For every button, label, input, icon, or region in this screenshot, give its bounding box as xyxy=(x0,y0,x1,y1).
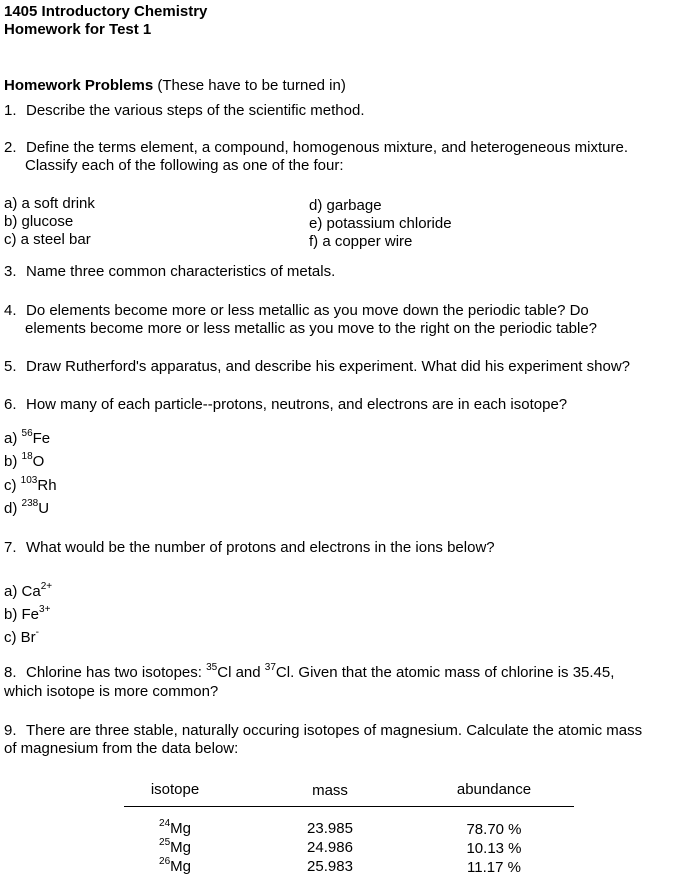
question-number: 8. xyxy=(4,664,17,681)
q2-item-b: b) glucose xyxy=(4,213,74,230)
q2-item-a: a) a soft drink xyxy=(4,195,95,212)
q7-item-b: b) $Fe^{3+}$ xyxy=(4,604,51,623)
table-header-mass: mass xyxy=(312,782,348,799)
question-6 xyxy=(4,396,567,414)
question-text: Do elements become more or less metallic as you move down the periodic table? Do xyxy=(26,302,589,319)
question-text: What would be the number of protons and electrons in the ions below? xyxy=(26,539,495,556)
q6-item-a: a) $^{56}$Fe xyxy=(4,428,51,447)
question-3 xyxy=(4,263,335,281)
q2-item-d: d) garbage xyxy=(309,197,382,214)
question-1 xyxy=(4,102,365,120)
section-heading xyxy=(4,77,346,95)
question-8-line-2: which isotope is more common? xyxy=(4,683,219,700)
q2-item-c: c) a steel bar xyxy=(4,231,91,248)
table-header-isotope: isotope xyxy=(150,781,200,798)
question-text: Draw Rutherford's apparatus, and describe his experiment. What did his experiment show? xyxy=(26,358,630,375)
question-2-line-2: Classify each of the following as one of the four: xyxy=(25,157,344,174)
question-number: 2. xyxy=(4,139,17,156)
question-number: 7. xyxy=(4,539,17,556)
q6-item-d: d) $^{238}$U xyxy=(4,498,50,517)
question-text: How many of each particle--protons, neutrons, and electrons are in each isotope? xyxy=(26,396,568,413)
question-text: Name three common characteristics of metals. xyxy=(26,263,336,280)
table-header-abundance: abundance xyxy=(456,781,532,798)
section-title: Homework Problems xyxy=(4,77,154,94)
table-header-rule xyxy=(124,806,574,807)
question-number: 5. xyxy=(4,358,17,375)
question-9 xyxy=(4,722,642,740)
course-title: 1405 Introductory Chemistry xyxy=(4,3,208,20)
question-9-line-2: of magnesium from the data below: xyxy=(4,740,239,757)
question-number: 4. xyxy=(4,302,17,319)
page-subtitle: Homework for Test 1 xyxy=(4,21,152,38)
question-5 xyxy=(4,358,630,376)
question-4 xyxy=(4,302,589,320)
question-2 xyxy=(4,139,628,157)
q6-item-c: c) $^{103}$Rh xyxy=(4,475,57,494)
q2-item-f: f) a copper wire xyxy=(309,233,413,250)
question-number: 1. xyxy=(4,102,17,119)
question-number: 9. xyxy=(4,722,17,739)
question-text: Define the terms element, a compound, homogenous mixture, and heterogeneous mixture. xyxy=(26,139,629,156)
question-text: There are three stable, naturally occuring isotopes of magnesium. Calculate the atomic mass xyxy=(26,722,643,739)
q2-item-e: e) potassium chloride xyxy=(309,215,452,232)
q6-item-b: b) $^{18}$O xyxy=(4,451,45,470)
section-note: (These have to be turned in) xyxy=(157,77,346,94)
q7-item-c: c) Br- xyxy=(4,627,40,646)
question-8: 8. Chlorine has two isotopes: $^{35}$Cl and $^{37}$Cl. Given that the atomic mass of chlorine is 35.45, xyxy=(4,662,615,681)
q7-item-a: a) $Ca^{2+}$ xyxy=(4,581,53,600)
question-4-line-2: elements become more or less metallic as you move to the right on the periodic table? xyxy=(25,320,597,337)
question-text: Describe the various steps of the scientific method. xyxy=(26,102,365,119)
question-7 xyxy=(4,539,495,557)
question-number: 6. xyxy=(4,396,17,413)
question-number: 3. xyxy=(4,263,17,280)
